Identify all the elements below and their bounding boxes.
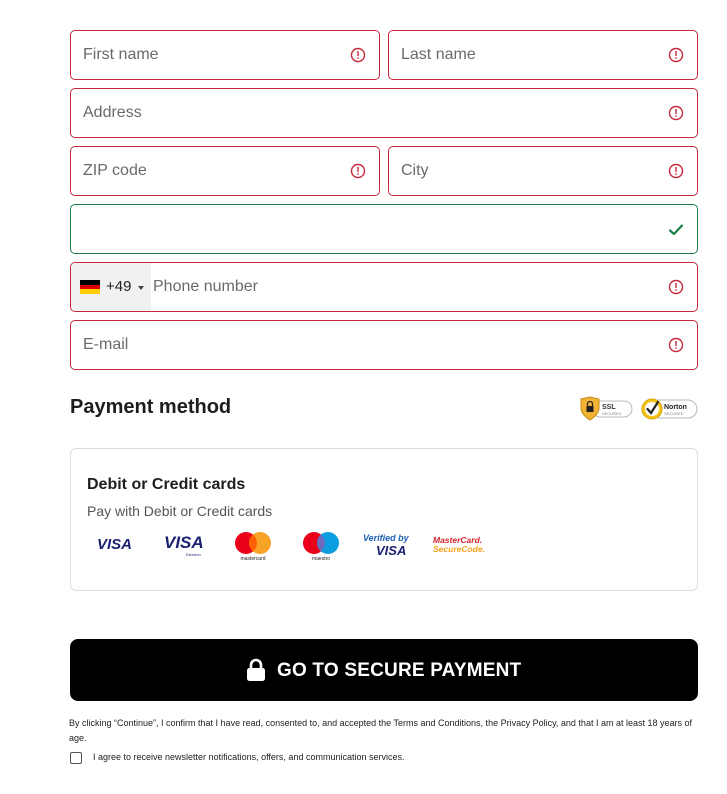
newsletter-checkbox[interactable] — [70, 752, 82, 764]
email-field[interactable] — [70, 320, 698, 370]
verified-by-visa-text: VISA — [376, 543, 407, 558]
mc-securecode-line1: MasterCard. — [433, 535, 483, 545]
mastercard-logo — [233, 531, 273, 561]
error-icon — [668, 337, 684, 353]
mc-securecode-line2: SecureCode. — [433, 544, 485, 554]
norton-badge-label: Norton — [664, 404, 687, 411]
dial-code: +49 — [106, 278, 132, 295]
card-option-title: Debit or Credit cards — [87, 476, 246, 493]
verified-by-visa-logo — [363, 531, 415, 561]
verified-by-text: Verified by — [363, 533, 409, 543]
visa-logo-text: VISA — [97, 536, 133, 553]
city-placeholder: City — [401, 162, 429, 179]
mastercard-logo-text: mastercard — [240, 556, 266, 561]
city-field[interactable] — [388, 146, 698, 196]
last-name-placeholder: Last name — [401, 46, 476, 63]
first-name-field[interactable] — [70, 30, 380, 80]
error-icon — [668, 279, 684, 295]
checkmark-icon — [668, 222, 684, 238]
caret-down-icon — [138, 286, 144, 290]
maestro-logo — [301, 531, 341, 561]
visa-electron-logo — [164, 531, 208, 559]
country-field[interactable] — [70, 204, 698, 254]
country-code-selector[interactable] — [71, 263, 151, 311]
email-placeholder: E-mail — [83, 336, 129, 353]
phone-placeholder: Phone number — [153, 278, 258, 295]
error-icon — [350, 163, 366, 179]
ssl-badge-label: SSL — [602, 404, 616, 411]
error-icon — [668, 163, 684, 179]
zip-code-field[interactable] — [70, 146, 380, 196]
go-to-secure-payment-button[interactable] — [70, 639, 698, 701]
lock-icon — [246, 658, 266, 682]
error-icon — [668, 105, 684, 121]
phone-field[interactable] — [70, 262, 698, 312]
ssl-badge-sublabel: SECURED — [602, 411, 622, 416]
address-placeholder: Address — [83, 104, 142, 121]
maestro-logo-text: maestro — [311, 556, 331, 561]
secure-payment-label: GO TO SECURE PAYMENT — [277, 660, 522, 681]
address-field[interactable] — [70, 88, 698, 138]
first-name-placeholder: First name — [83, 46, 159, 63]
norton-secured-badge — [640, 396, 698, 422]
payment-method-heading: Payment method — [70, 396, 232, 418]
visa-logo — [97, 531, 137, 555]
mastercard-securecode-logo — [433, 531, 489, 561]
visa-electron-logo-text: VISA — [164, 533, 204, 552]
zip-code-placeholder: ZIP code — [83, 162, 147, 179]
legal-consent-text: By clicking “Continue”, I confirm that I have read, consented to, and accepted the Terms and Conditions, the Privacy Policy, and that I am at least 18 years of age. — [69, 718, 692, 743]
debit-credit-cards-option[interactable] — [70, 448, 698, 591]
visa-electron-sublabel: Electron — [186, 552, 201, 557]
newsletter-checkbox-label: I agree to receive newsletter notifications, offers, and communication services. — [93, 752, 405, 762]
error-icon — [350, 47, 366, 63]
norton-badge-sublabel: SECURED — [664, 411, 684, 416]
error-icon — [668, 47, 684, 63]
card-option-subtitle: Pay with Debit or Credit cards — [87, 503, 273, 519]
last-name-field[interactable] — [388, 30, 698, 80]
germany-flag-icon — [80, 280, 100, 294]
ssl-secured-badge — [578, 396, 634, 422]
